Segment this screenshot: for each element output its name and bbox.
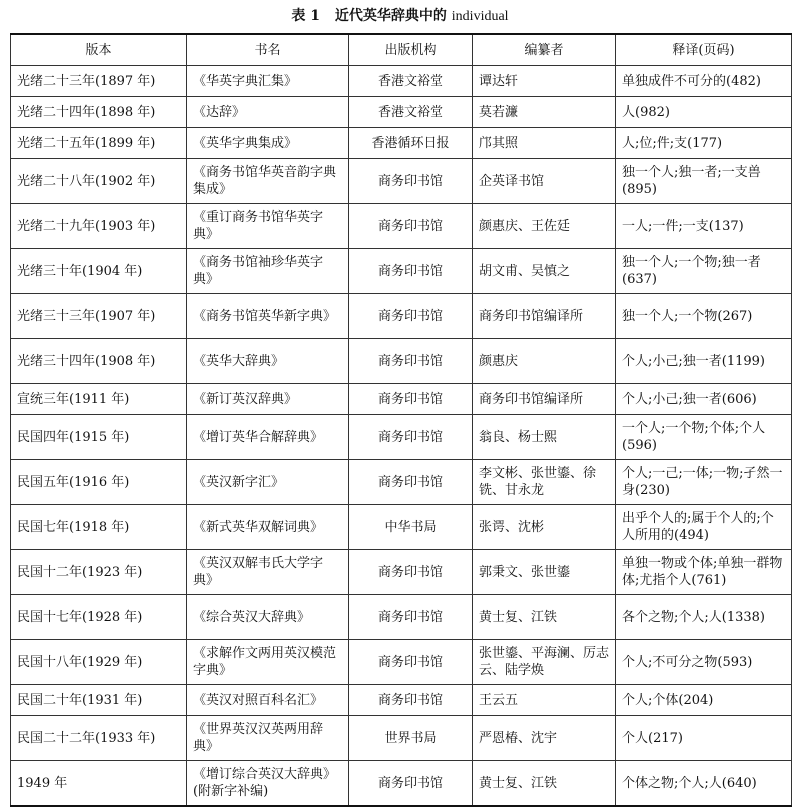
cell-book: 《综合英汉大辞典》: [187, 595, 349, 640]
cell-editor: 商务印书馆编译所: [473, 294, 616, 339]
cell-definition: 人;位;件;支(177): [616, 128, 792, 159]
table-row: [11, 294, 792, 339]
cell-book: 《达辞》: [187, 97, 349, 128]
cell-definition: 独一个人;独一者;一支兽(895): [616, 159, 792, 204]
table-row: [11, 159, 792, 204]
cell-definition: 个人(217): [616, 716, 792, 761]
cell-book: 《华英字典汇集》: [187, 66, 349, 97]
cell-version: 光绪二十九年(1903 年): [11, 204, 187, 249]
cell-publisher: 世界书局: [349, 716, 473, 761]
table-row: [11, 97, 792, 128]
cell-book: 《增订综合英汉大辞典》(附新字补编): [187, 761, 349, 807]
cell-publisher: 商务印书馆: [349, 415, 473, 460]
cell-definition: 个体之物;个人;人(640): [616, 761, 792, 807]
cell-version: 光绪三十三年(1907 年): [11, 294, 187, 339]
cell-editor: 翁良、杨士熙: [473, 415, 616, 460]
table-row: [11, 415, 792, 460]
cell-editor: 莫若濂: [473, 97, 616, 128]
cell-publisher: 商务印书馆: [349, 159, 473, 204]
cell-publisher: 商务印书馆: [349, 550, 473, 595]
cell-editor: 张谔、沈彬: [473, 505, 616, 550]
cell-version: 1949 年: [11, 761, 187, 807]
table-header-row: [11, 34, 792, 66]
cell-publisher: 商务印书馆: [349, 204, 473, 249]
cell-publisher: 商务印书馆: [349, 339, 473, 384]
dictionary-table: [10, 33, 792, 807]
cell-book: 《英华字典集成》: [187, 128, 349, 159]
cell-publisher: 商务印书馆: [349, 640, 473, 685]
cell-definition: 一个人;一个物;个体;个人(596): [616, 415, 792, 460]
cell-book: 《世界英汉汉英两用辞典》: [187, 716, 349, 761]
cell-version: 民国七年(1918 年): [11, 505, 187, 550]
cell-book: 《求解作文两用英汉模范字典》: [187, 640, 349, 685]
cell-definition: 各个之物;个人;人(1338): [616, 595, 792, 640]
cell-publisher: 香港文裕堂: [349, 97, 473, 128]
cell-version: 光绪二十四年(1898 年): [11, 97, 187, 128]
cell-book: 《商务书馆袖珍华英字典》: [187, 249, 349, 294]
table-title: 近代英华辞典中的: [334, 8, 447, 24]
cell-editor: 张世鎏、平海澜、厉志云、陆学焕: [473, 640, 616, 685]
cell-definition: 一人;一件;一支(137): [616, 204, 792, 249]
table-row: [11, 249, 792, 294]
cell-editor: 郭秉文、张世鎏: [473, 550, 616, 595]
cell-version: 民国二十二年(1933 年): [11, 716, 187, 761]
cell-book: 《商务书馆英华新字典》: [187, 294, 349, 339]
col-header-definition: 释译(页码): [616, 34, 792, 66]
table-row: [11, 204, 792, 249]
table-row: [11, 640, 792, 685]
table-row: [11, 761, 792, 807]
cell-book: 《重订商务书馆华英字典》: [187, 204, 349, 249]
table-body: [11, 66, 792, 807]
table-row: [11, 505, 792, 550]
cell-publisher: 商务印书馆: [349, 460, 473, 505]
cell-editor: 胡文甫、吴慎之: [473, 249, 616, 294]
cell-book: 《英华大辞典》: [187, 339, 349, 384]
cell-version: 民国四年(1915 年): [11, 415, 187, 460]
table-title-word: individual: [451, 9, 509, 24]
cell-version: 民国五年(1916 年): [11, 460, 187, 505]
cell-publisher: 商务印书馆: [349, 249, 473, 294]
cell-definition: 个人;不可分之物(593): [616, 640, 792, 685]
cell-version: 民国十七年(1928 年): [11, 595, 187, 640]
cell-publisher: 商务印书馆: [349, 294, 473, 339]
cell-definition: 单独成件不可分的(482): [616, 66, 792, 97]
cell-editor: 李文彬、张世鎏、徐铣、甘永龙: [473, 460, 616, 505]
cell-editor: 黄士复、江铁: [473, 595, 616, 640]
table-row: [11, 716, 792, 761]
cell-version: 光绪三十四年(1908 年): [11, 339, 187, 384]
cell-definition: 出乎个人的;属于个人的;个人所用的(494): [616, 505, 792, 550]
cell-definition: 独一个人;一个物;独一者(637): [616, 249, 792, 294]
cell-editor: 颜惠庆: [473, 339, 616, 384]
cell-publisher: 商务印书馆: [349, 685, 473, 716]
cell-definition: 个人;个体(204): [616, 685, 792, 716]
table-row: [11, 128, 792, 159]
cell-publisher: 商务印书馆: [349, 761, 473, 807]
cell-publisher: 商务印书馆: [349, 384, 473, 415]
table-row: [11, 66, 792, 97]
cell-version: 光绪二十五年(1899 年): [11, 128, 187, 159]
cell-editor: 企英译书馆: [473, 159, 616, 204]
table-row: [11, 339, 792, 384]
table-row: [11, 460, 792, 505]
cell-publisher: 中华书局: [349, 505, 473, 550]
cell-definition: 独一个人;一个物(267): [616, 294, 792, 339]
cell-book: 《增订英华合解辞典》: [187, 415, 349, 460]
cell-publisher: 商务印书馆: [349, 595, 473, 640]
cell-book: 《英汉双解韦氏大学字典》: [187, 550, 349, 595]
cell-editor: 商务印书馆编译所: [473, 384, 616, 415]
cell-editor: 颜惠庆、王佐廷: [473, 204, 616, 249]
cell-book: 《新式英华双解词典》: [187, 505, 349, 550]
cell-definition: 个人;小己;独一者(1199): [616, 339, 792, 384]
cell-version: 民国十八年(1929 年): [11, 640, 187, 685]
cell-version: 光绪二十三年(1897 年): [11, 66, 187, 97]
col-header-editor: 编纂者: [473, 34, 616, 66]
table-caption: [0, 0, 800, 30]
table-row: [11, 384, 792, 415]
cell-definition: 个人;小己;独一者(606): [616, 384, 792, 415]
table-row: [11, 685, 792, 716]
cell-version: 光绪三十年(1904 年): [11, 249, 187, 294]
cell-book: 《英汉对照百科名汇》: [187, 685, 349, 716]
cell-version: 民国二十年(1931 年): [11, 685, 187, 716]
cell-book: 《新订英汉辞典》: [187, 384, 349, 415]
col-header-book: 书名: [187, 34, 349, 66]
cell-editor: 严恩椿、沈宇: [473, 716, 616, 761]
col-header-version: 版本: [11, 34, 187, 66]
cell-definition: 个人;一己;一体;一物;孑然一身(230): [616, 460, 792, 505]
cell-version: 光绪二十八年(1902 年): [11, 159, 187, 204]
table-number: 表 1: [291, 8, 321, 24]
cell-version: 宣统三年(1911 年): [11, 384, 187, 415]
cell-version: 民国十二年(1923 年): [11, 550, 187, 595]
col-header-publisher: 出版机构: [349, 34, 473, 66]
cell-editor: 黄士复、江铁: [473, 761, 616, 807]
cell-book: 《英汉新字汇》: [187, 460, 349, 505]
table-row: [11, 550, 792, 595]
cell-editor: 谭达轩: [473, 66, 616, 97]
cell-publisher: 香港文裕堂: [349, 66, 473, 97]
cell-editor: 王云五: [473, 685, 616, 716]
cell-definition: 人(982): [616, 97, 792, 128]
table-row: [11, 595, 792, 640]
cell-publisher: 香港循环日报: [349, 128, 473, 159]
cell-book: 《商务书馆华英音韵字典集成》: [187, 159, 349, 204]
cell-definition: 单独一物或个体;单独一群物体;尤指个人(761): [616, 550, 792, 595]
cell-editor: 邝其照: [473, 128, 616, 159]
